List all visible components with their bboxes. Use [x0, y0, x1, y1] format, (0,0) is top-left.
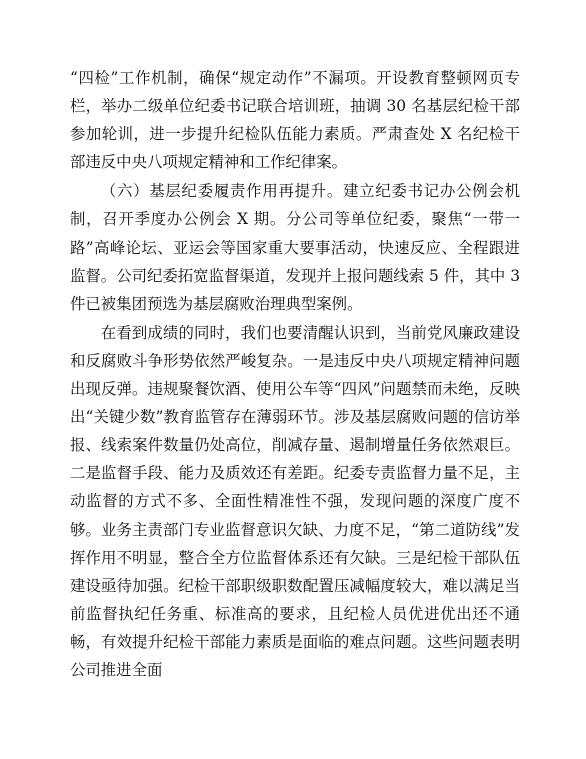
paragraph-problems: 在看到成绩的同时，我们也要清醒认识到，当前党风廉政建设和反腐败斗争形势依然严峻复杂。一是违反中央八项规定精神问题出现反弹。违规聚餐饮酒、使用公车等“四风”问题禁而未绝，反映出“关键少数”教育监管存在薄弱环节。涉及基层腐败问题的信访举报、线索案件数量仍处高位，削减存量、遏制增量任务依然艰巨。二是监督手段、能力及质效还有差距。纪委专责监督力量不足，主动监督的方式不多、全面性精准性不强，发现问题的深度广度不够。业务主责部门专业监督意识欠缺、力度不足，“第二道防线”发挥作用不明显，整合全方位监督体系还有欠缺。三是纪检干部队伍建设亟待加强。纪检干部职级职数配置压减幅度较大，难以满足当前监督执纪任务重、标准高的要求，且纪检人员优进优出还不通畅，有效提升纪检干部能力素质是面临的难点问题。这些问题表明公司推进全面 — [70, 323, 520, 679]
paragraph-section-six: （六）基层纪委履责作用再提升。建立纪委书记办公例会机制，召开季度办公例会 X 期。分公司等单位纪委，聚焦“一带一路”高峰论坛、亚运会等国家重大要事活动，快速反应、全程跟进监督。公司纪委拓宽监督渠道，发现并上报问题线索 5 件，其中 3 件已被集团预选为基层腐败治理典型案例。 — [70, 182, 520, 313]
paragraph-continuation: “四检”工作机制，确保“规定动作”不漏项。开设教育整顿网页专栏，举办二级单位纪委书记联合培训班，抽调 30 名基层纪检干部参加轮训，进一步提升纪检队伍能力素质。严肃查处 X 名纪检干部违反中央八项规定精神和工作纪律案。 — [70, 69, 520, 172]
document-body — [70, 64, 520, 684]
